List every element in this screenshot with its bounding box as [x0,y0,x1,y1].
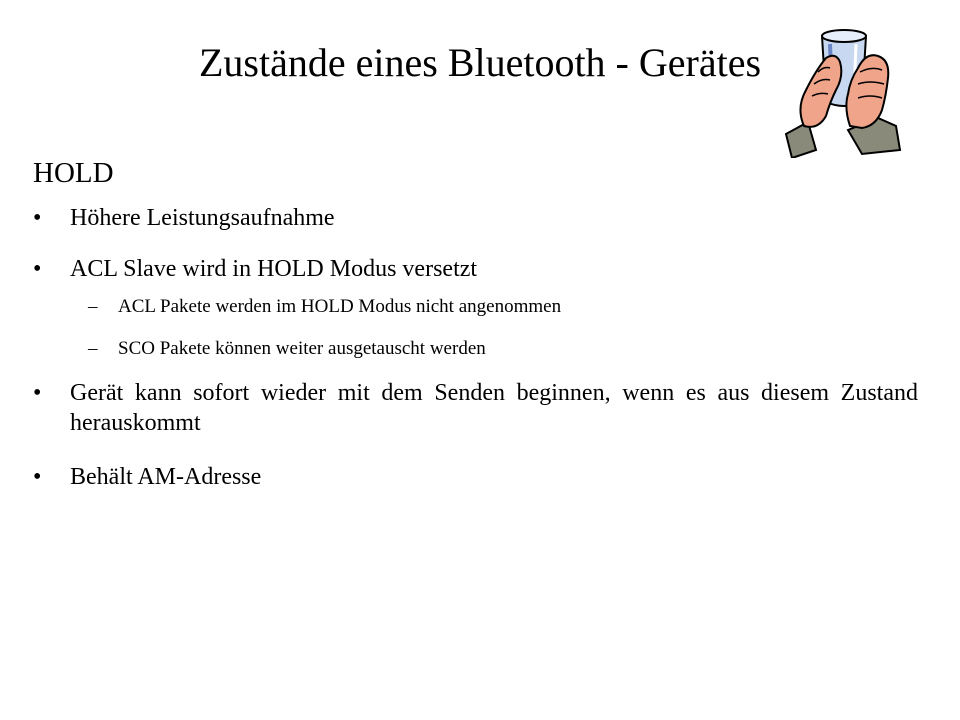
sub-bullet-item [88,337,918,361]
bullet-marker: • [33,256,42,282]
bullet-marker: • [33,205,42,231]
sub-bullet-text: ACL Pakete werden im HOLD Modus nicht angenommen [118,296,562,317]
sub-bullet-marker: – [88,338,98,359]
bullet-item [33,203,918,233]
bullet-item [33,254,918,284]
bullet-marker: • [33,464,42,490]
bullet-item [33,378,918,438]
bullet-text: Höhere Leistungsaufnahme [70,205,335,231]
slide-title: Zustände eines Bluetooth - Gerätes [198,40,762,85]
sub-bullet-marker: – [88,296,98,317]
sub-bullet-item [88,295,918,319]
bullet-text: Gerät kann sofort wieder mit dem Senden beginnen, wenn es aus diesem Zustand herauskommt [70,380,918,436]
sub-bullet-text: SCO Pakete können weiter ausgetauscht werden [118,338,486,359]
section-heading: HOLD [33,157,114,189]
hands-holding-glass-icon [778,22,906,158]
bullet-marker: • [33,380,42,406]
bullet-item [33,462,918,492]
bullet-text: ACL Slave wird in HOLD Modus versetzt [70,256,478,282]
bullet-text: Behält AM-Adresse [70,464,262,490]
